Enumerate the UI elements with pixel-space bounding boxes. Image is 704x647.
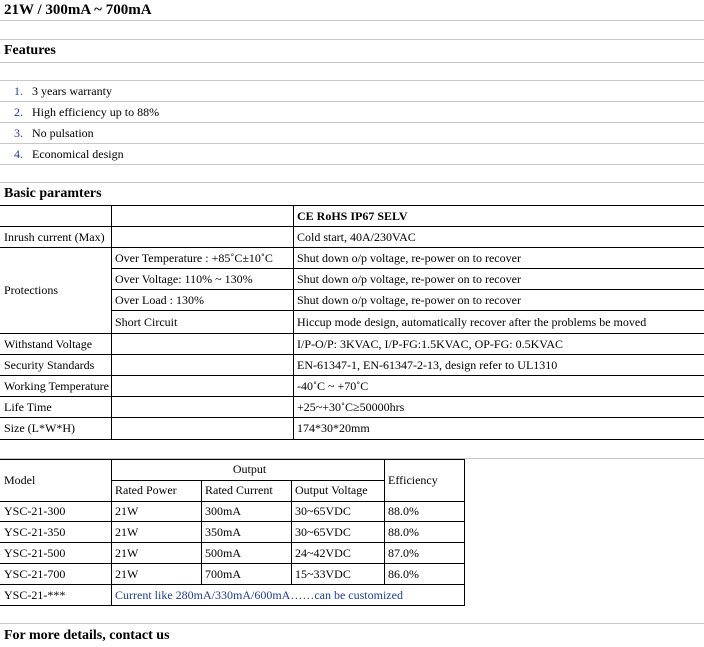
protection-label: Over Temperature : +85˚C±10˚C (115, 250, 273, 265)
feature-text: High efficiency up to 88% (32, 105, 160, 119)
title-row (0, 0, 704, 21)
model-cell-model: YSC-21-700 (4, 567, 66, 581)
blank-row (0, 21, 704, 40)
protection-value: Shut down o/p voltage, re-power on to recover (297, 292, 521, 307)
custom-model: YSC-21-*** (4, 588, 66, 602)
feature-number: 2. (14, 105, 23, 119)
feature-item (0, 81, 704, 102)
model-cell-current: 700mA (205, 567, 241, 581)
model-cell-voltage: 30~65VDC (295, 504, 351, 518)
contact-text: For more details, contact us (4, 627, 170, 643)
basic-heading: Basic paramters (4, 186, 102, 201)
protection-value: Shut down o/p voltage, re-power on to recover (297, 250, 521, 265)
model-cell-power: 21W (115, 567, 139, 581)
protections-label: Protections (4, 283, 58, 297)
feature-text: 3 years warranty (32, 84, 112, 98)
model-cell-current: 350mA (205, 525, 241, 539)
model-cell-power: 21W (115, 546, 139, 560)
model-cell-model: YSC-21-500 (4, 546, 66, 560)
inrush-row (0, 227, 704, 248)
protection-row (111, 290, 704, 311)
model-cell-current: 500mA (205, 546, 241, 560)
page-title: 21W / 300mA ~ 700mA (4, 1, 152, 18)
life-row (0, 397, 704, 418)
temperature-label: Working Temperature (4, 378, 109, 393)
protection-row (111, 311, 704, 333)
blank-row (0, 165, 704, 183)
model-cell-eff: 88.0% (388, 504, 419, 518)
protection-value: Shut down o/p voltage, re-power on to recover (297, 271, 521, 286)
security-row (0, 355, 704, 376)
security-label: Security Standards (4, 357, 95, 372)
model-cell-voltage: 30~65VDC (295, 525, 351, 539)
basic-heading-row (0, 183, 704, 206)
life-value: +25~+30˚C≥50000hrs (297, 399, 405, 414)
cert-row (0, 206, 704, 227)
feature-item (0, 144, 704, 165)
features-heading: Features (4, 43, 56, 58)
features-heading-row (0, 40, 704, 63)
feature-text: Economical design (32, 147, 124, 161)
protection-row (111, 269, 704, 290)
custom-note: Current like 280mA/330mA/600mA……can be customized (115, 588, 403, 602)
protection-label: Over Load : 130% (115, 292, 204, 307)
col-output: Output (232, 462, 267, 476)
model-cell-voltage: 24~42VDC (295, 546, 351, 560)
withstand-value: I/P-O/P: 3KVAC, I/P-FG:1.5KVAC, OP-FG: 0.5KVAC (297, 336, 564, 351)
contact-row (0, 624, 704, 647)
model-cell-power: 21W (115, 525, 139, 539)
feature-item (0, 123, 704, 144)
temperature-row (0, 376, 704, 397)
model-cell-eff: 86.0% (388, 567, 419, 581)
protection-label: Over Voltage: 110% ~ 130% (115, 271, 253, 286)
size-value: 174*30*20mm (297, 421, 370, 435)
protection-label: Short Circuit (115, 314, 178, 329)
model-cell-model: YSC-21-300 (4, 504, 66, 518)
inrush-value: Cold start, 40A/230VAC (297, 229, 416, 244)
blank-row (0, 440, 704, 459)
col-model: Model (4, 472, 36, 487)
model-cell-power: 21W (115, 504, 139, 518)
security-value: EN-61347-1, EN-61347-2-13, design refer to UL1310 (297, 357, 558, 372)
col-output-voltage: Output Voltage (295, 483, 368, 497)
feature-item (0, 102, 704, 123)
col-efficiency: Efficiency (388, 472, 438, 487)
protection-row (111, 248, 704, 269)
feature-number: 1. (14, 84, 23, 98)
blank-row (0, 63, 704, 81)
feature-text: No pulsation (32, 126, 94, 140)
model-cell-model: YSC-21-350 (4, 525, 66, 539)
model-cell-voltage: 15~33VDC (295, 567, 351, 581)
temperature-value: -40˚C ~ +70˚C (297, 378, 369, 393)
model-cell-current: 300mA (205, 504, 241, 518)
life-label: Life Time (4, 399, 52, 414)
size-label: Size (L*W*H) (4, 421, 75, 435)
model-cell-eff: 87.0% (388, 546, 419, 560)
col-rated-power: Rated Power (115, 483, 177, 497)
inrush-label: Inrush current (Max) (4, 229, 105, 244)
blank-row (0, 606, 704, 624)
protection-value: Hiccup mode design, automatically recover after the problems be moved (297, 314, 647, 329)
withstand-row (0, 334, 704, 355)
size-row (0, 418, 704, 440)
model-cell-eff: 88.0% (388, 525, 419, 539)
cert-marks: CE RoHS IP67 SELV (297, 208, 408, 223)
col-rated-current: Rated Current (205, 483, 273, 497)
withstand-label: Withstand Voltage (4, 336, 93, 351)
feature-number: 4. (14, 147, 23, 161)
feature-number: 3. (14, 126, 23, 140)
